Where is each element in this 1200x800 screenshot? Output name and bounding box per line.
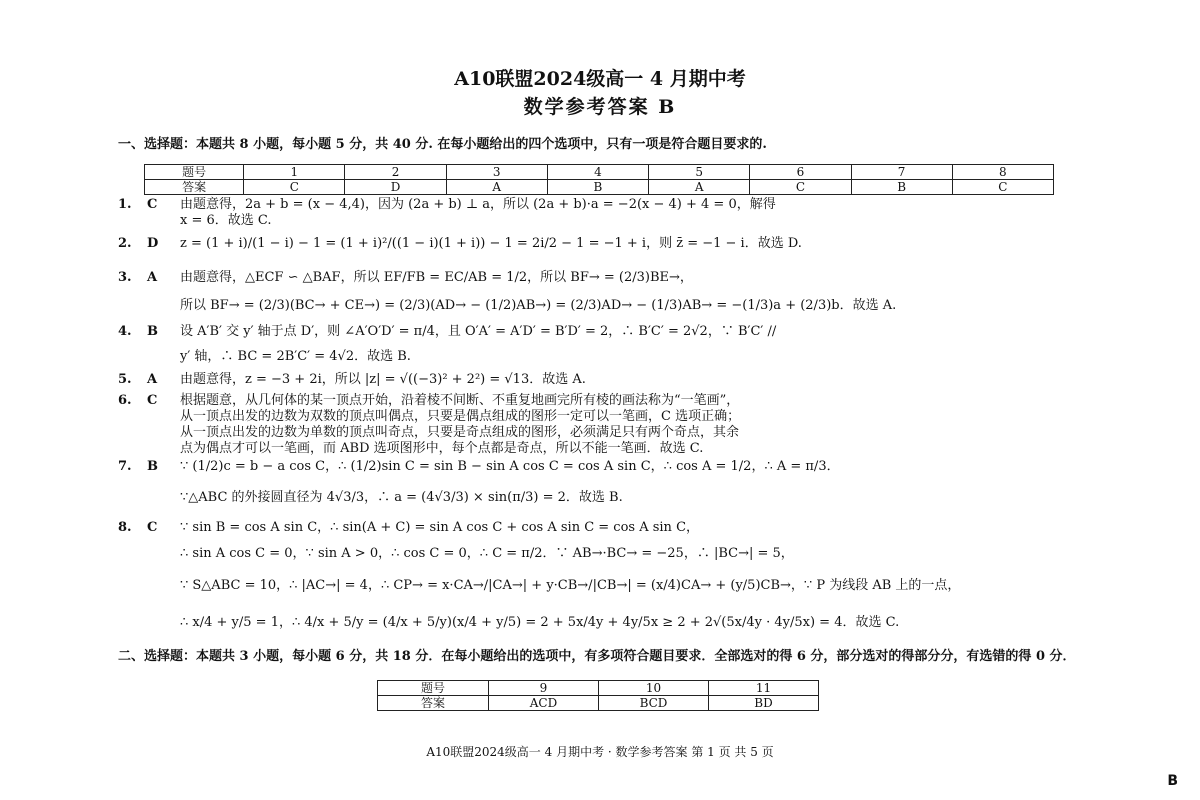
question-number-cell: 2 <box>345 165 446 180</box>
solution-line: ∵ sin B = cos A sin C，∴ sin(A + C) = sin A cos C + cos A sin C = cos A sin C， <box>180 520 700 535</box>
solution-line: y′ 轴，∴ BC = 2B′C′ = 4√2．故选 B. <box>180 349 411 364</box>
answer-cell: A <box>446 180 547 195</box>
answer-cell: ACD <box>489 696 599 711</box>
solution-line: ∵△ABC 的外接圆直径为 4√3/3，∴ a = (4√3/3) × sin(π/3) = 2．故选 B. <box>180 490 623 505</box>
solution-answer: B <box>147 459 158 474</box>
table-header-cell: 题号 <box>378 681 489 696</box>
solution-number: 4. <box>118 324 132 339</box>
solution-line: z = (1 + i)/(1 − i) − 1 = (1 + i)²/((1 − i)(1 + i)) − 1 = 2i/2 − 1 = −1 + i，则 z̄ = −1 − i．故选 D. <box>180 236 802 251</box>
corner-mark: B <box>1167 773 1178 789</box>
page-footer: A10联盟2024级高一 4 月期中考 · 数学参考答案 第 1 页 共 5 页 <box>426 745 774 759</box>
solution-line: 从一顶点出发的边数为双数的顶点叫偶点，只要是偶点组成的图形一定可以一笔画，C 选项正确； <box>180 409 741 424</box>
table-header-cell: 答案 <box>145 180 244 195</box>
solution-answer: D <box>147 236 159 251</box>
question-number-cell: 9 <box>489 681 599 696</box>
solution-line: 设 A′B′ 交 y′ 轴于点 D′，则 ∠A′O′D′ = π/4，且 O′A′ = A′D′ = B′D′ = 2，∴ B′C′ = 2√2，∵ B′C′ // <box>180 324 777 339</box>
section2-answer-table <box>377 680 819 711</box>
question-number-cell: 7 <box>851 165 952 180</box>
question-number-cell: 11 <box>709 681 819 696</box>
answer-cell: C <box>952 180 1053 195</box>
solution-number: 1. <box>118 197 132 212</box>
table-row <box>378 681 819 696</box>
solution-line: 所以 BF→ = (2/3)(BC→ + CE→) = (2/3)(AD→ − (1/2)AB→) = (2/3)AD→ − (1/3)AB→ = −(1/3)a + (2/3)b．故选 A. <box>180 298 897 313</box>
question-number-cell: 4 <box>547 165 648 180</box>
answer-cell: C <box>244 180 345 195</box>
solution-line: ∴ x/4 + y/5 = 1，∴ 4/x + 5/y = (4/x + 5/y)(x/4 + y/5) = 2 + 5x/4y + 4y/5x ≥ 2 + 2√(5x/4y · 4y/5x) = 4．故选 C. <box>180 615 900 630</box>
page-title: A10联盟2024级高一 4 月期中考 <box>454 68 746 90</box>
answer-cell: B <box>547 180 648 195</box>
table-header-cell: 题号 <box>145 165 244 180</box>
solution-answer: C <box>147 197 158 212</box>
answer-cell: BD <box>709 696 819 711</box>
table-header-cell: 答案 <box>378 696 489 711</box>
table-row <box>145 180 1054 195</box>
solution-line: ∵ (1/2)c = b − a cos C，∴ (1/2)sin C = sin B − sin A cos C = cos A sin C，∴ cos A = 1/2，∴ A = π/3． <box>180 459 840 474</box>
answer-cell: D <box>345 180 446 195</box>
solution-number: 6. <box>118 393 132 408</box>
solution-answer: A <box>147 270 158 285</box>
answer-cell: C <box>750 180 851 195</box>
question-number-cell: 8 <box>952 165 1053 180</box>
solution-answer: A <box>147 372 158 387</box>
solution-number: 5. <box>118 372 132 387</box>
answer-cell: A <box>649 180 750 195</box>
solution-line: 点为偶点才可以一笔画，而 ABD 选项图形中，每个点都是奇点，所以不能一笔画．故选 C. <box>180 441 704 456</box>
table-row <box>378 696 819 711</box>
solution-number: 7. <box>118 459 132 474</box>
table-row <box>145 165 1054 180</box>
solution-line: x = 6．故选 C. <box>180 213 272 228</box>
page-subtitle: 数学参考答案 B <box>523 96 677 118</box>
question-number-cell: 5 <box>649 165 750 180</box>
solution-line: ∴ sin A cos C = 0，∵ sin A > 0，∴ cos C = 0，∴ C = π/2．∵ AB→·BC→ = −25，∴ |BC→| = 5， <box>180 546 794 561</box>
answer-cell: B <box>851 180 952 195</box>
solution-line: 由题意得，△ECF ∽ △BAF，所以 EF/FB = EC/AB = 1/2，所以 BF→ = (2/3)BE→， <box>180 270 693 285</box>
solution-answer: C <box>147 520 158 535</box>
question-number-cell: 10 <box>599 681 709 696</box>
section2-heading: 二、选择题：本题共 3 小题，每小题 6 分，共 18 分．在每小题给出的选项中，有多项符合题目要求．全部选对的得 6 分，部分选对的得部分分，有选错的得 0 分． <box>118 649 1076 664</box>
answer-cell: BCD <box>599 696 709 711</box>
solution-number: 2. <box>118 236 132 251</box>
question-number-cell: 3 <box>446 165 547 180</box>
solution-line: 由题意得，2a + b = (x − 4,4)，因为 (2a + b) ⊥ a，所以 (2a + b)·a = −2(x − 4) + 4 = 0，解得 <box>180 197 776 212</box>
solution-line: 由题意得，z = −3 + 2i，所以 |z| = √((−3)² + 2²) = √13．故选 A. <box>180 372 586 387</box>
solution-number: 3. <box>118 270 132 285</box>
section1-heading: 一、选择题：本题共 8 小题，每小题 5 分，共 40 分. 在每小题给出的四个选项中，只有一项是符合题目要求的. <box>118 137 767 152</box>
solution-line: 从一顶点出发的边数为单数的顶点叫奇点，只要是奇点组成的图形，必须满足只有两个奇点，其余 <box>180 425 740 440</box>
solution-number: 8. <box>118 520 132 535</box>
question-number-cell: 1 <box>244 165 345 180</box>
section1-answer-table <box>144 164 1054 195</box>
question-number-cell: 6 <box>750 165 851 180</box>
solution-answer: B <box>147 324 158 339</box>
solution-answer: C <box>147 393 158 408</box>
solution-line: ∵ S△ABC = 10，∴ |AC→| = 4，∴ CP→ = x·CA→/|CA→| + y·CB→/|CB→| = (x/4)CA→ + (y/5)CB→，∵ P 为线段 AB 上的一点， <box>180 578 961 593</box>
solution-line: 根据题意，从几何体的某一顶点开始，沿着棱不间断、不重复地画完所有棱的画法称为“一笔画”， <box>180 393 740 408</box>
